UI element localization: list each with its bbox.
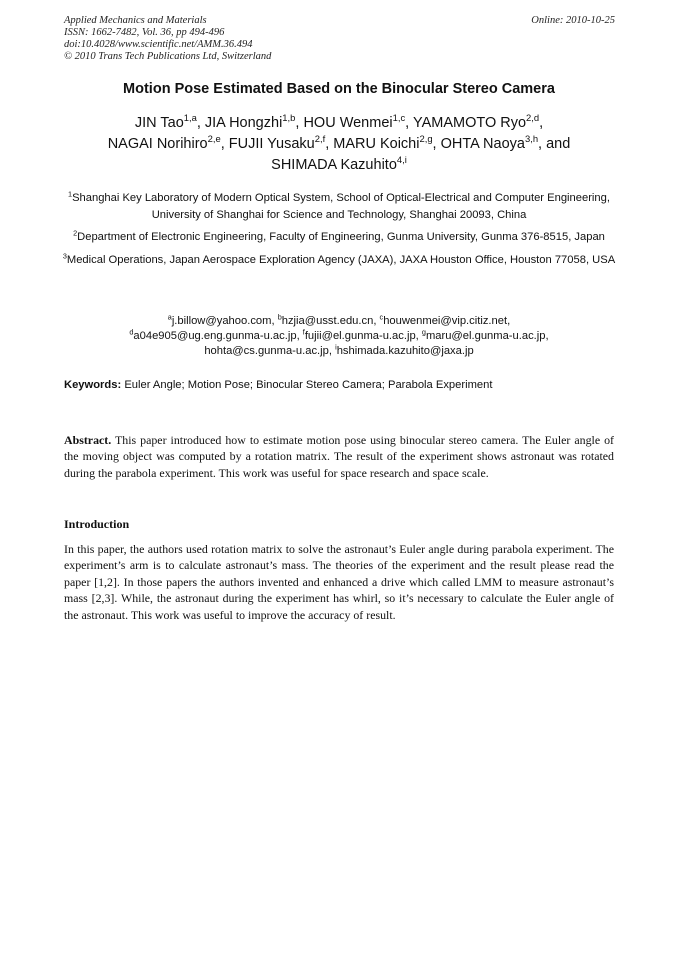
keywords-text: Euler Angle; Motion Pose; Binocular Stereo Camera; Parabola Experiment [124, 379, 493, 391]
copyright-line: © 2010 Trans Tech Publications Ltd, Switzerland [64, 51, 272, 62]
email: $^a$j.billow@yahoo.com, [167, 312, 278, 327]
email: $^f$fujii@el.gunma-u.ac.jp, [302, 327, 422, 342]
author: JIN Tao$^{1,a}$, [134, 112, 205, 131]
affiliation: $^2$Department of Electronic Engineering, Faculty of Engineering, Gunma University, Gunma 376-8515, Japan [73, 228, 605, 243]
author: JIA Hongzhi$^{1,b}$, [204, 112, 304, 131]
author-list [60, 113, 618, 176]
email: $^g$maru@el.gunma-u.ac.jp, [421, 327, 549, 342]
issn-line: ISSN: 1662-7482, Vol. 36, pp 494-496 [64, 27, 225, 38]
author: HOU Wenmei$^{1,c}$, [303, 112, 413, 131]
author: SHIMADA Kazuhito$^{4,i}$ [271, 154, 407, 173]
email: hohta@cs.gunma-u.ac.jp, [204, 345, 336, 357]
journal-header [64, 15, 271, 63]
email: $^c$houwenmei@vip.citiz.net, [379, 312, 511, 327]
abstract [64, 432, 614, 481]
abstract-text: This paper introduced how to estimate motion pose using binocular stereo camera. The Euler angle of the moving object was computed by a rotation matrix. The result of the experiment shows astronaut was rotated during the parabola experiment. This work was useful for space research and space scale. [64, 433, 614, 480]
online-date: Online: 2010-10-25 [531, 15, 615, 26]
affiliation-list [62, 190, 616, 274]
author: MARU Koichi$^{2,g}$, [333, 133, 441, 152]
keywords [64, 378, 616, 393]
email: $^i$hshimada.kazuhito@jaxa.jp [335, 342, 474, 357]
introduction-heading: Introduction [64, 517, 130, 531]
affiliation: $^1$Shanghai Key Laboratory of Modern Optical System, School of Optical-Electrical and Computer Engineering, University of Shanghai for Science and Technology, Shanghai 20093, China [68, 189, 610, 221]
introduction-text: In this paper, the authors used rotation matrix to solve the astronaut’s Euler angle during parabola experiment. The experiment’s arm is to calculate astronaut’s mass. The theories of the experiment and the result please read the paper [1,2]. In those papers the authors invented and enhanced a drive which called LMM to measure astronaut’s mass [2,3]. While, the astronaut during the experiment has whirl, so it’s necessary to calculate the Euler angle of the astronaut. This work was useful to improve the accuracy of result. [64, 542, 614, 622]
email-list [62, 314, 616, 359]
author: OHTA Naoya$^{3,h}$, and [440, 133, 571, 152]
author: YAMAMOTO Ryo$^{2,d}$, [412, 112, 544, 131]
affiliation: $^3$Medical Operations, Japan Aerospace Exploration Agency (JAXA), JAXA Houston Office, Houston 77058, USA [62, 250, 616, 266]
abstract-label: Abstract. [64, 433, 112, 447]
journal-name: Applied Mechanics and Materials [64, 15, 207, 26]
email: $^b$hzjia@usst.edu.cn, [277, 312, 380, 327]
email: $^d$a04e905@ug.eng.gunma-u.ac.jp, [129, 327, 303, 342]
keywords-label: Keywords: [64, 379, 122, 391]
author: FUJII Yusaku$^{2,f}$, [228, 133, 334, 152]
paper-title: Motion Pose Estimated Based on the Binocular Stereo Camera [123, 81, 555, 97]
doi-line: doi:10.4028/www.scientific.net/AMM.36.494 [64, 39, 253, 50]
author: NAGAI Norihiro$^{2,e}$, [107, 133, 229, 152]
